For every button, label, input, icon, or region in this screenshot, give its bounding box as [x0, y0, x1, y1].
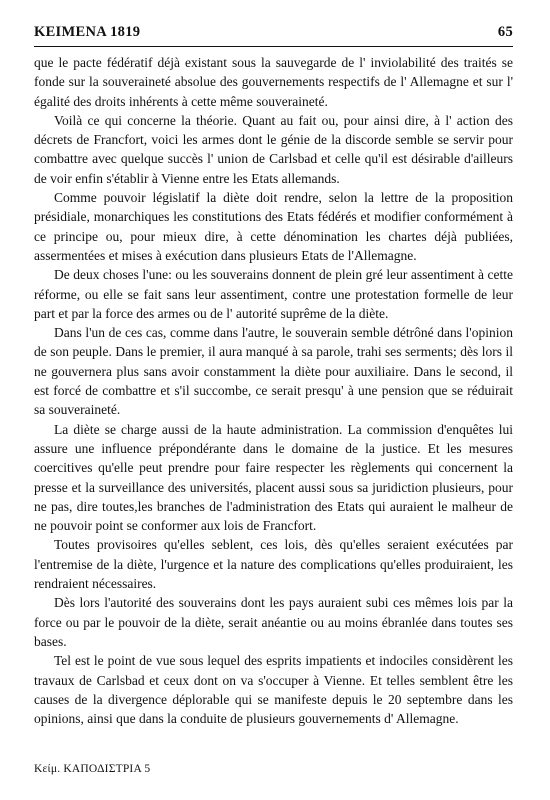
running-header: [34, 24, 513, 41]
paragraph: Dès lors l'autorité des souverains dont les pays auraient subi ces mêmes lois par la force ou par le pouvoir de la diète, serait anéantie ou au moins ébranlée dans toutes ses bases.: [34, 595, 513, 649]
paragraph: Dans l'un de ces cas, comme dans l'autre, le souverain semble détrôné dans l'opinion de son peuple. Dans le premier, il aura manqué à sa parole, trahi ses serments; dès lors il ne gouvernera plus sans avoir constamment la diète pour auxiliaire. Dans le second, il est forcé de combattre et s'il succombe, ce serait presqu' à une pension que se réduirait sa souveraineté.: [34, 325, 513, 418]
header-rule: [34, 46, 513, 47]
paragraph: De deux choses l'une: ou les souverains donnent de plein gré leur assentiment à cette réforme, ou elle se fait sans leur assentiment, contre une protestation formelle de leur part et par la force des armes ou de l' autorité suprême de la diète.: [34, 267, 513, 321]
page-number: 65: [497, 24, 513, 40]
paragraph: La diète se charge aussi de la haute administration. La commission d'enquêtes lui assure une influence prépondérante dans le domaine de la justice. Et les mesures coercitives qu'elle peut prendre pour faire respecter les règlements qui concernent la presse et la surveillance des universités, placent aussi sous sa juridiction plusieurs, pour ne pas, dire toutes,les branches de l'administration des Etats qui auraient le malheur de ne pouvoir point se conformer aux lois de Francfort.: [34, 421, 513, 534]
paragraph: Toutes provisoires qu'elles seblent, ces lois, dès qu'elles seraient exécutées par l'entremise de la diète, l'urgence et la nature des complications qu'elles produiraient, les rendraient nécessaires.: [34, 537, 513, 592]
body-text: [34, 53, 513, 728]
footer-signature: Κείμ. ΚΑΠΟΔΙΣΤΡΙΑ 5: [34, 763, 151, 775]
paragraph: Comme pouvoir législatif la diète doit rendre, selon la lettre de la proposition présidiale, monarchiques les constitutions des Etats fédérés et modifier conformément à ce principe ou, pour mieux dire, à cette dénomination les chartes déjà publiées, assermentées et mises à exécution dans plusieurs Etats de l'Allemagne.: [34, 190, 513, 263]
paragraph: que le pacte fédératif déjà existant sous la sauvegarde de l' inviolabilité des traités se fonde sur la souveraineté absolue des gouvernements respectifs de l' Allemagne et sur l' égalité des droits inhérents à cette même souveraineté.: [34, 55, 513, 109]
paragraph: Tel est le point de vue sous lequel des esprits impatients et indociles considèrent les travaux de Carlsbad et ceux dont on va s'occuper à Vienne. Et telles semblent être les causes de la divergence déplorable qui se manifeste depuis le 20 septembre dans les opinions, ainsi que dans la conduite de plusieurs gouvernements d' Allemagne.: [34, 653, 513, 727]
running-title: KEIMENA 1819: [34, 24, 141, 40]
paragraph: Voilà ce qui concerne la théorie. Quant au fait ou, pour ainsi dire, à l' action des décrets de Francfort, voici les armes dont le génie de la discorde semble se servir pour combattre avec quelque succès l' union de Carlsbad et celle qu'il est désirable d'ailleurs de voir enfin s'établir à Vienne entre les Etats allemands.: [34, 112, 513, 186]
